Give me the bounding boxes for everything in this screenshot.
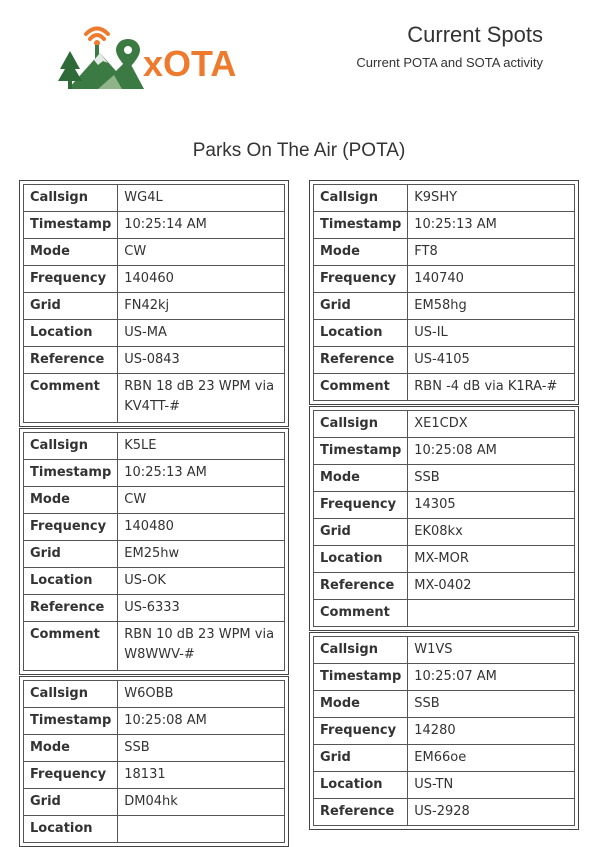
spot-table [313,184,575,401]
table-row [314,266,575,293]
table-row [314,691,575,718]
grid-label: Grid [314,519,408,546]
mode-label: Mode [314,465,408,492]
spot-table [23,432,285,671]
mode-label: Mode [24,487,118,514]
frequency-value: 140460 [118,266,285,293]
comment-value: RBN 18 dB 23 WPM via KV4TT-# [118,374,285,423]
spots-column-right [309,180,579,830]
table-row [24,239,285,266]
frequency-label: Frequency [24,762,118,789]
table-row [314,600,575,627]
table-row [24,460,285,487]
mode-value: FT8 [408,239,575,266]
callsign-value: XE1CDX [408,411,575,438]
frequency-label: Frequency [24,514,118,541]
table-row [24,185,285,212]
table-row [314,374,575,401]
frequency-label: Frequency [314,266,408,293]
reference-value: US-4105 [408,347,575,374]
location-value [118,816,285,843]
location-value: US-TN [408,772,575,799]
page-subtitle: Current POTA and SOTA activity [356,55,543,70]
reference-value: US-2928 [408,799,575,826]
mode-value: SSB [118,735,285,762]
table-row [314,465,575,492]
table-row [314,212,575,239]
spot-card [19,428,289,675]
location-value: US-OK [118,568,285,595]
reference-value: MX-0402 [408,573,575,600]
table-row [314,239,575,266]
page-title: Current Spots [407,22,543,47]
table-row [314,293,575,320]
callsign-value: WG4L [118,185,285,212]
reference-value: US-0843 [118,347,285,374]
table-row [314,411,575,438]
comment-value [408,600,575,627]
spot-table [23,680,285,843]
mode-label: Mode [24,735,118,762]
callsign-label: Callsign [24,433,118,460]
table-row [24,568,285,595]
grid-label: Grid [314,293,408,320]
table-row [24,514,285,541]
location-value: MX-MOR [408,546,575,573]
frequency-value: 140740 [408,266,575,293]
spots-column-left [19,180,289,847]
callsign-label: Callsign [314,185,408,212]
table-row [24,433,285,460]
table-row [24,293,285,320]
logo-text: xOTA [143,43,237,84]
table-row [314,664,575,691]
reference-label: Reference [24,595,118,622]
grid-value: EK08kx [408,519,575,546]
spot-card [309,180,579,405]
table-row [24,708,285,735]
frequency-value: 14280 [408,718,575,745]
table-row [24,541,285,568]
location-label: Location [24,816,118,843]
table-row [314,637,575,664]
table-row [314,347,575,374]
table-row [314,718,575,745]
callsign-value: W1VS [408,637,575,664]
comment-value: RBN 10 dB 23 WPM via W8WWV-# [118,622,285,671]
frequency-value: 140480 [118,514,285,541]
table-row [24,816,285,843]
table-row [24,622,285,671]
timestamp-label: Timestamp [24,708,118,735]
table-row [24,789,285,816]
section-title: Parks On The Air (POTA) [192,140,406,161]
mode-value: SSB [408,465,575,492]
comment-label: Comment [24,374,118,423]
mode-label: Mode [314,691,408,718]
grid-label: Grid [314,745,408,772]
spot-table [313,636,575,826]
spot-card [19,676,289,847]
table-row [314,519,575,546]
frequency-value: 18131 [118,762,285,789]
location-label: Location [314,546,408,573]
spot-table [313,410,575,627]
callsign-label: Callsign [24,681,118,708]
table-row [314,799,575,826]
table-row [24,487,285,514]
table-row [314,320,575,347]
table-row [24,762,285,789]
callsign-value: K9SHY [408,185,575,212]
timestamp-value: 10:25:08 AM [408,438,575,465]
callsign-label: Callsign [314,637,408,664]
table-row [24,212,285,239]
table-row [314,185,575,212]
mode-value: CW [118,239,285,266]
comment-label: Comment [24,622,118,671]
comment-value: RBN -4 dB via K1RA-# [408,374,575,401]
location-label: Location [314,772,408,799]
mode-label: Mode [24,239,118,266]
timestamp-label: Timestamp [24,212,118,239]
reference-label: Reference [314,799,408,826]
spot-card [309,406,579,631]
reference-label: Reference [314,573,408,600]
spot-card [19,180,289,427]
table-row [24,374,285,423]
grid-label: Grid [24,541,118,568]
timestamp-value: 10:25:13 AM [408,212,575,239]
grid-label: Grid [24,293,118,320]
reference-value: US-6333 [118,595,285,622]
table-row [314,573,575,600]
table-row [314,438,575,465]
location-label: Location [314,320,408,347]
timestamp-label: Timestamp [24,460,118,487]
table-row [24,320,285,347]
table-row [24,595,285,622]
callsign-label: Callsign [314,411,408,438]
frequency-label: Frequency [24,266,118,293]
comment-label: Comment [314,374,408,401]
location-label: Location [24,320,118,347]
timestamp-label: Timestamp [314,438,408,465]
frequency-value: 14305 [408,492,575,519]
frequency-label: Frequency [314,492,408,519]
timestamp-value: 10:25:08 AM [118,708,285,735]
timestamp-value: 10:25:13 AM [118,460,285,487]
grid-label: Grid [24,789,118,816]
mode-value: SSB [408,691,575,718]
table-row [24,681,285,708]
grid-value: EM25hw [118,541,285,568]
table-row [314,492,575,519]
table-row [24,735,285,762]
timestamp-value: 10:25:07 AM [408,664,575,691]
location-label: Location [24,568,118,595]
location-value: US-IL [408,320,575,347]
table-row [314,772,575,799]
table-row [24,266,285,293]
table-row [314,745,575,772]
mode-value: CW [118,487,285,514]
reference-label: Reference [314,347,408,374]
spot-table [23,184,285,423]
table-row [24,347,285,374]
grid-value: EM66oe [408,745,575,772]
grid-value: DM04hk [118,789,285,816]
callsign-value: K5LE [118,433,285,460]
spot-card [309,632,579,830]
callsign-label: Callsign [24,185,118,212]
reference-label: Reference [24,347,118,374]
grid-value: FN42kj [118,293,285,320]
timestamp-value: 10:25:14 AM [118,212,285,239]
timestamp-label: Timestamp [314,664,408,691]
grid-value: EM58hg [408,293,575,320]
location-value: US-MA [118,320,285,347]
timestamp-label: Timestamp [314,212,408,239]
callsign-value: W6OBB [118,681,285,708]
frequency-label: Frequency [314,718,408,745]
comment-label: Comment [314,600,408,627]
table-row [314,546,575,573]
mode-label: Mode [314,239,408,266]
